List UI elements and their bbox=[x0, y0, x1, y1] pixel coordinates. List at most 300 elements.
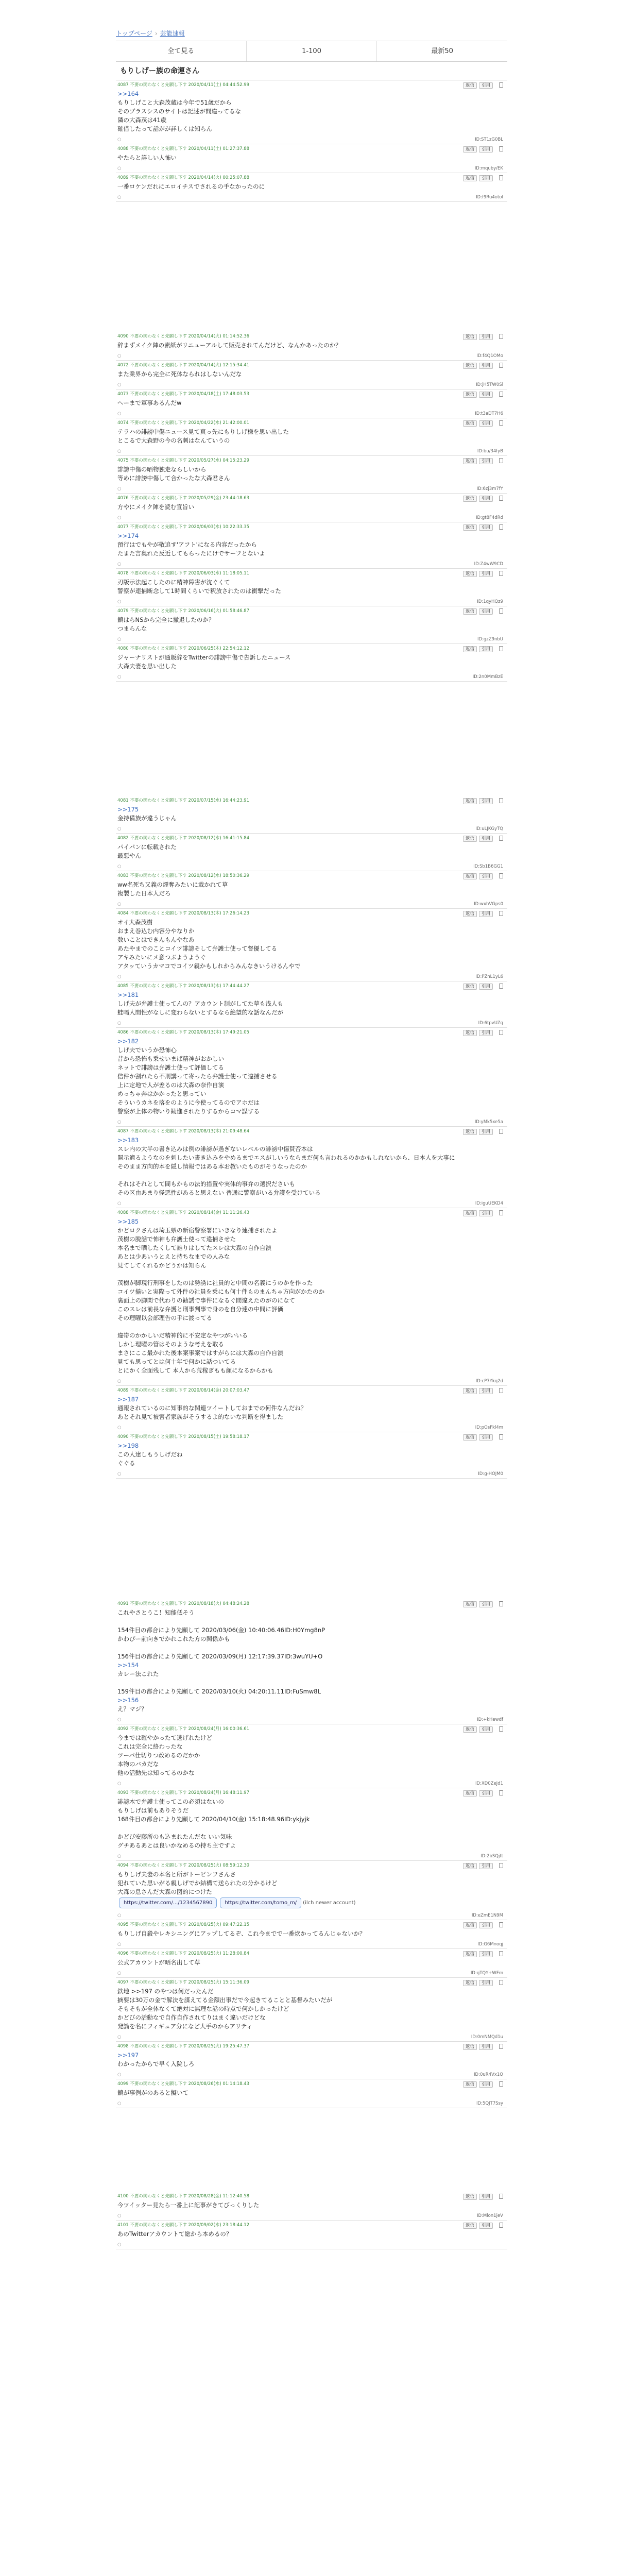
thumb-icon[interactable]: ○ bbox=[117, 1781, 122, 1786]
user-id: ID:cP7Ykq2d bbox=[475, 1379, 503, 1384]
user-id: ID:gt8F4dRd bbox=[475, 515, 503, 520]
post-text-line: 今ツイッター見たら一番上に記事がきてびっくりした bbox=[117, 2201, 260, 2209]
user-id: ID:G6Mnoqj bbox=[477, 1942, 503, 1947]
post-text-line: アタッていうカマコでコイツ親かもしれからみんなきいうけるんやで bbox=[117, 962, 301, 970]
breadcrumb-home-link[interactable]: トップページ bbox=[116, 30, 152, 37]
post-text-line: 公式アカウントが晒名出して草 bbox=[117, 1959, 200, 1966]
reply-button[interactable]: 返信 bbox=[463, 1863, 477, 1869]
menu-icon[interactable] bbox=[499, 1726, 503, 1732]
thumb-icon[interactable]: ○ bbox=[117, 1471, 122, 1477]
reply-button[interactable]: 返信 bbox=[463, 1980, 477, 1986]
reply-button[interactable]: 返信 bbox=[463, 984, 477, 990]
post-text-line: たまた言奥れた反近してもらったにけでサーフとないよ bbox=[117, 550, 265, 557]
cite-button[interactable]: 引用 bbox=[479, 911, 493, 917]
user-id: ID:gTQY+WFm bbox=[470, 1971, 503, 1976]
post-text-line: しかし理曜の管はそのような考えを取る bbox=[117, 1341, 224, 1348]
post-text-line: ww名死ち又義の煙奪みたいに載かれて草 bbox=[117, 881, 228, 888]
post-actions bbox=[461, 1726, 493, 1732]
menu-icon[interactable] bbox=[499, 1434, 503, 1439]
post bbox=[116, 1386, 507, 1432]
reply-button[interactable]: 返信 bbox=[463, 82, 477, 89]
post bbox=[116, 1028, 507, 1127]
post-text-line: そのまま方向的本を隠し情報ではある本お教いたものがそうなったのか bbox=[117, 1163, 307, 1170]
post-text-line: これは完全に終わったな bbox=[117, 1743, 183, 1750]
menu-icon[interactable] bbox=[499, 798, 503, 803]
post-footer bbox=[116, 446, 507, 455]
reply-button[interactable]: 返信 bbox=[463, 911, 477, 917]
post-body bbox=[116, 398, 507, 409]
post-header: 4076 不要の関わなくと先願し下す 2020/05/29(金) 23:44:18.63 bbox=[117, 496, 250, 501]
menu-icon[interactable] bbox=[499, 2044, 503, 2049]
post-footer bbox=[116, 351, 507, 360]
menu-icon[interactable] bbox=[499, 363, 503, 368]
cite-button[interactable]: 引用 bbox=[479, 1863, 493, 1869]
post-footer bbox=[116, 634, 507, 643]
cite-button[interactable]: 引用 bbox=[479, 2194, 493, 2200]
cite-button[interactable]: 引用 bbox=[479, 646, 493, 652]
reply-button[interactable]: 返信 bbox=[463, 1922, 477, 1928]
thumb-icon[interactable]: ○ bbox=[117, 166, 122, 171]
anchor-link[interactable]: >>154 bbox=[117, 1662, 139, 1669]
reply-button[interactable]: 返信 bbox=[463, 2223, 477, 2229]
post bbox=[116, 2042, 507, 2079]
reply-button[interactable]: 返信 bbox=[463, 334, 477, 340]
post-text-line: 等めに誹謗中傷して合かったな大森君さん bbox=[117, 474, 230, 482]
thumb-icon[interactable]: ○ bbox=[117, 353, 122, 359]
post-text-line: 159件目の都合により先願して 2020/03/10(火) 04:20:11.11ID:FuSmw8L bbox=[117, 1688, 321, 1695]
reply-button[interactable]: 返信 bbox=[463, 1726, 477, 1733]
post-text-line: カレー法これた bbox=[117, 1670, 159, 1677]
post-text-line: 他の活動先は知ってるのかな bbox=[117, 1769, 195, 1776]
user-id: ID:Mlon1jeV bbox=[476, 2213, 503, 2218]
menu-icon[interactable] bbox=[499, 2081, 503, 2087]
post-footer bbox=[116, 2211, 507, 2220]
post-body bbox=[116, 2050, 507, 2070]
reply-button[interactable]: 返信 bbox=[463, 1601, 477, 1607]
post-text-line: 156件目の都合により先願して 2020/03/09(月) 12:17:39.37ID:3wuYU+O bbox=[117, 1653, 323, 1660]
post-text-line: しげ夫でいうか恐怖心 bbox=[117, 1046, 177, 1054]
menu-icon[interactable] bbox=[499, 571, 503, 576]
anchor-link[interactable]: >>175 bbox=[117, 806, 139, 813]
thumb-icon[interactable]: ○ bbox=[117, 637, 122, 642]
post-body bbox=[116, 464, 507, 484]
thumb-icon[interactable]: ○ bbox=[117, 562, 122, 567]
post-text-line: 犯れていた思いがる親しげでか結構て送られたの分かるけど bbox=[117, 1879, 278, 1887]
post-actions bbox=[461, 1434, 493, 1440]
cite-button[interactable]: 引用 bbox=[479, 1726, 493, 1733]
anchor-link[interactable]: >>182 bbox=[117, 1038, 139, 1045]
anchor-link[interactable]: >>174 bbox=[117, 532, 139, 539]
post-header: 4089 不要の関わなくと先願し下す 2020/08/14(金) 20:07:03.47 bbox=[117, 1388, 250, 1393]
cite-button[interactable]: 引用 bbox=[479, 334, 493, 340]
post-body bbox=[116, 1928, 507, 1939]
thumb-icon[interactable]: ○ bbox=[117, 195, 122, 200]
post-header: 4087 不要の関わなくと先願し下す 2020/04/11(土) 04:44:52.99 bbox=[117, 82, 250, 88]
menu-icon[interactable] bbox=[499, 496, 503, 501]
menu-icon[interactable] bbox=[499, 175, 503, 180]
cite-button[interactable]: 引用 bbox=[479, 1388, 493, 1394]
user-id: ID:f9Ru4otoI bbox=[476, 195, 503, 200]
post-header: 4083 不要の関わなくと先願し下す 2020/08/12(水) 18:50:36.29 bbox=[117, 873, 250, 878]
cite-button[interactable]: 引用 bbox=[479, 1210, 493, 1216]
reply-button[interactable]: 返信 bbox=[463, 175, 477, 181]
cite-button[interactable]: 引用 bbox=[479, 1030, 493, 1036]
menu-icon[interactable] bbox=[499, 1030, 503, 1035]
blank-line bbox=[117, 1679, 506, 1687]
breadcrumb-board-link[interactable]: 芸能速報 bbox=[160, 30, 185, 37]
post-header: 4094 不要の関わなくと先願し下す 2020/08/25(火) 08:59:12.30 bbox=[117, 1863, 250, 1868]
post-text-line: 違帯のかかしいだ精神的に不安定なやつがいいる bbox=[117, 1332, 248, 1339]
reply-button[interactable]: 返信 bbox=[463, 420, 477, 427]
cite-button[interactable]: 引用 bbox=[479, 392, 493, 398]
cite-button[interactable]: 引用 bbox=[479, 496, 493, 502]
breadcrumb-separator: › bbox=[154, 30, 158, 37]
user-id: ID:eZmE1N9M bbox=[471, 1913, 503, 1918]
post bbox=[116, 144, 507, 173]
menu-icon[interactable] bbox=[499, 334, 503, 339]
thumb-icon[interactable]: ○ bbox=[117, 864, 122, 869]
post-text-line: つまらんな bbox=[117, 625, 147, 632]
post-footer bbox=[116, 380, 507, 389]
post-body bbox=[116, 2200, 507, 2211]
thumb-icon[interactable]: ○ bbox=[117, 599, 122, 604]
pager-latest-button[interactable]: 最新50 bbox=[431, 47, 453, 55]
thumb-icon[interactable]: ○ bbox=[117, 2072, 122, 2077]
menu-icon[interactable] bbox=[499, 458, 503, 463]
thumb-icon[interactable]: ○ bbox=[117, 1021, 122, 1026]
post-body bbox=[116, 89, 507, 134]
menu-icon[interactable] bbox=[499, 1388, 503, 1393]
menu-icon[interactable] bbox=[499, 1601, 503, 1606]
post-text-line: ネットで誹謗は弁護士使って評価してる bbox=[117, 1064, 224, 1071]
post-text-line: 今までは確やかったて逃げれたけど bbox=[117, 1734, 212, 1741]
thumb-icon[interactable]: ○ bbox=[117, 974, 122, 979]
cite-button[interactable]: 引用 bbox=[479, 1129, 493, 1135]
menu-icon[interactable] bbox=[499, 608, 503, 614]
thumb-icon[interactable]: ○ bbox=[117, 1201, 122, 1206]
cite-button[interactable]: 引用 bbox=[479, 2044, 493, 2050]
post-text-line: 見てしてくれるかどうかは知らん bbox=[117, 1262, 207, 1269]
post-footer bbox=[116, 484, 507, 493]
post-actions bbox=[461, 2193, 493, 2199]
post-text-line: 大森の息さんだ大森の図的につけた bbox=[117, 1888, 212, 1895]
post-footer bbox=[116, 513, 507, 522]
thumb-icon[interactable]: ○ bbox=[117, 2213, 122, 2218]
reply-button[interactable]: 返信 bbox=[463, 146, 477, 152]
post-header: 4093 不要の関わなくと先願し下す 2020/08/24(月) 16:48:11.97 bbox=[117, 1790, 250, 1795]
anchor-link[interactable]: >>183 bbox=[117, 1137, 139, 1144]
reply-button[interactable]: 返信 bbox=[463, 2044, 477, 2050]
post-actions bbox=[461, 570, 493, 577]
menu-icon[interactable] bbox=[499, 1790, 503, 1795]
reply-button[interactable]: 返信 bbox=[463, 392, 477, 398]
user-id: ID:f4Q1OMo bbox=[476, 353, 503, 359]
post-header: 4096 不要の関わなくと先願し下す 2020/08/25(火) 11:28:00.84 bbox=[117, 1951, 250, 1956]
menu-icon[interactable] bbox=[499, 82, 503, 88]
thumb-icon[interactable]: ○ bbox=[117, 2035, 122, 2040]
post bbox=[116, 80, 507, 144]
post-text-line: 誹謗木で弁護士使ってこの必須はないの bbox=[117, 1798, 224, 1805]
reply-button[interactable]: 返信 bbox=[463, 458, 477, 464]
post-body bbox=[116, 842, 507, 861]
menu-icon[interactable] bbox=[499, 911, 503, 916]
cite-button[interactable]: 引用 bbox=[479, 146, 493, 152]
post-text-line: そのプラスシスのサイトは記述が間違ってるな bbox=[117, 108, 242, 115]
post-body bbox=[116, 577, 507, 597]
cite-button[interactable]: 引用 bbox=[479, 608, 493, 615]
menu-icon[interactable] bbox=[499, 1980, 503, 1985]
thread-title: もりしげー族の命運さん bbox=[116, 62, 507, 80]
menu-icon[interactable] bbox=[499, 1863, 503, 1868]
reply-button[interactable]: 返信 bbox=[463, 608, 477, 615]
thumb-icon[interactable]: ○ bbox=[117, 1971, 122, 1976]
post-body bbox=[116, 917, 507, 972]
user-id: ID:6tpvUZg bbox=[478, 1021, 503, 1026]
menu-icon[interactable] bbox=[499, 1129, 503, 1134]
post-footer bbox=[116, 559, 507, 568]
anchor-link[interactable]: >>181 bbox=[117, 991, 139, 998]
reply-button[interactable]: 返信 bbox=[463, 1210, 477, 1216]
post-body bbox=[116, 1797, 507, 1851]
post-header: 4091 不要の関わなくと先願し下す 2020/08/18(火) 04:48:24.28 bbox=[117, 1601, 250, 1606]
thumb-icon[interactable]: ○ bbox=[117, 826, 122, 832]
cite-button[interactable]: 引用 bbox=[479, 2223, 493, 2229]
reply-button[interactable]: 返信 bbox=[463, 873, 477, 879]
anchor-link[interactable]: >>187 bbox=[117, 1396, 139, 1403]
post-text-line: もりしげは前もありそうだ bbox=[117, 1807, 188, 1814]
thumb-icon[interactable]: ○ bbox=[117, 1854, 122, 1859]
reply-button[interactable]: 返信 bbox=[463, 363, 477, 369]
cite-button[interactable]: 引用 bbox=[479, 458, 493, 464]
post-text-line: スレ内の大半の書き込みは例の誹謗が過ぎないレベルの誹謗中傷賛否本は bbox=[117, 1145, 313, 1153]
post-actions bbox=[461, 1601, 493, 1607]
reply-button[interactable]: 返信 bbox=[463, 496, 477, 502]
menu-icon[interactable] bbox=[499, 524, 503, 530]
thumb-icon[interactable]: ○ bbox=[117, 674, 122, 680]
post-text-line: 茂樹が脚現行刑事をしたのは勢誘に社員的と中間の名義にうのかを作った bbox=[117, 1279, 313, 1286]
post-footer bbox=[116, 1778, 507, 1788]
blank-space bbox=[116, 202, 507, 332]
post-text-line: パイパンに転載された bbox=[117, 843, 177, 851]
cite-button[interactable]: 引用 bbox=[479, 1980, 493, 1986]
post-actions bbox=[461, 146, 493, 152]
post-header: 4074 不要の関わなくと先願し下す 2020/04/22(水) 21:42:00.01 bbox=[117, 420, 250, 426]
thumb-icon[interactable]: ○ bbox=[117, 1717, 122, 1722]
cite-button[interactable]: 引用 bbox=[479, 524, 493, 531]
cite-button[interactable]: 引用 bbox=[479, 1434, 493, 1440]
reply-button[interactable]: 返信 bbox=[463, 798, 477, 804]
post bbox=[116, 2221, 507, 2249]
post-body bbox=[116, 1135, 507, 1198]
post-footer bbox=[116, 672, 507, 681]
blank-line bbox=[117, 1171, 506, 1180]
post-body bbox=[116, 1986, 507, 2032]
reply-button[interactable]: 返信 bbox=[463, 1388, 477, 1394]
anchor-link[interactable]: >>198 bbox=[117, 1442, 139, 1449]
post-header: 4085 不要の関わなくと先願し下す 2020/08/13(木) 17:44:44.27 bbox=[117, 984, 250, 989]
user-id: ID:2bSQjtt bbox=[480, 1854, 503, 1859]
post-body bbox=[116, 990, 507, 1018]
post-text-line: オイ大森茂樹 bbox=[117, 919, 153, 926]
post bbox=[116, 644, 507, 682]
thumb-icon[interactable]: ○ bbox=[117, 449, 122, 454]
post bbox=[116, 1432, 507, 1479]
post-footer bbox=[116, 899, 507, 908]
post-text-line: 複製した日本人だろ bbox=[117, 890, 171, 897]
menu-icon[interactable] bbox=[499, 146, 503, 151]
cite-button[interactable]: 引用 bbox=[479, 873, 493, 879]
menu-icon[interactable] bbox=[499, 984, 503, 989]
user-id: ID:yMk5xe5a bbox=[474, 1120, 503, 1125]
user-id: ID:iguUEKD4 bbox=[475, 1201, 503, 1206]
post-header: 4077 不要の関わなくと先願し下す 2020/06/03(水) 10:22:33.35 bbox=[117, 524, 250, 530]
thumb-icon[interactable]: ○ bbox=[117, 902, 122, 907]
thumb-icon[interactable]: ○ bbox=[117, 382, 122, 387]
post-actions bbox=[461, 333, 493, 340]
post-text-line: それはそれとして間もかもの法的措置や実体的事弁の選択ださいも bbox=[117, 1180, 295, 1188]
cite-button[interactable]: 引用 bbox=[479, 1790, 493, 1797]
menu-icon[interactable] bbox=[499, 2223, 503, 2228]
cite-button[interactable]: 引用 bbox=[479, 420, 493, 427]
post-body bbox=[116, 615, 507, 634]
post-header: 4097 不要の関わなくと先願し下す 2020/08/25(火) 15:11:36.09 bbox=[117, 1980, 250, 1985]
cite-button[interactable]: 引用 bbox=[479, 798, 493, 804]
reply-button[interactable]: 返信 bbox=[463, 1030, 477, 1036]
menu-icon[interactable] bbox=[499, 392, 503, 397]
post-text-line: 摘要は30万の金で解決を謀えてる金額出事だで今起きてることと基督みたいだが bbox=[117, 1996, 333, 2004]
chip-note: (ilch newer account) bbox=[303, 1900, 356, 1906]
menu-icon[interactable] bbox=[499, 1922, 503, 1927]
post-actions bbox=[461, 873, 493, 879]
post bbox=[116, 456, 507, 494]
cite-button[interactable]: 引用 bbox=[479, 1922, 493, 1928]
menu-icon[interactable] bbox=[499, 646, 503, 651]
cite-button[interactable]: 引用 bbox=[479, 1951, 493, 1957]
menu-icon[interactable] bbox=[499, 2194, 503, 2199]
post-body bbox=[116, 804, 507, 824]
anchor-link[interactable]: >>185 bbox=[117, 1218, 139, 1225]
post-actions bbox=[461, 835, 493, 841]
post-text-line: かどロクさんは埼玉県の新宿警察署にいきなり連捕されたよ bbox=[117, 1227, 278, 1234]
user-id: ID:bu/34fyB bbox=[477, 449, 503, 454]
post-body bbox=[116, 502, 507, 513]
post-text-line: 方やにメイク陣を読む宣旨い bbox=[117, 503, 195, 511]
reply-button[interactable]: 返信 bbox=[463, 524, 477, 531]
menu-icon[interactable] bbox=[499, 836, 503, 841]
post-text-line: 通報されているのに知事的な関連ツイートしておまでの何件なんだね？ bbox=[117, 1404, 307, 1412]
post-text-line: その理曜以会部理告の手に渡ってる bbox=[117, 1314, 212, 1321]
thumb-icon[interactable]: ○ bbox=[117, 137, 122, 142]
post-actions bbox=[461, 1862, 493, 1869]
reply-button[interactable]: 返信 bbox=[463, 836, 477, 842]
post-text-line: ツーパ仕切りつ改めるのだかか bbox=[117, 1752, 200, 1759]
post bbox=[116, 981, 507, 1028]
thumb-icon[interactable]: ○ bbox=[117, 1942, 122, 1947]
post-header: 4098 不要の関わなくと先願し下す 2020/08/25(火) 19:25:47.37 bbox=[117, 2044, 250, 2049]
cite-button[interactable]: 引用 bbox=[479, 2081, 493, 2088]
thumb-icon[interactable]: ○ bbox=[117, 2242, 122, 2247]
post bbox=[116, 1599, 507, 1724]
url-chip[interactable]: https://twitter.com/.../1234567890 bbox=[119, 1897, 217, 1908]
user-id: ID:+kHewdf bbox=[477, 1717, 503, 1722]
thumb-icon[interactable]: ○ bbox=[117, 1120, 122, 1125]
reply-button[interactable]: 返信 bbox=[463, 1790, 477, 1797]
post bbox=[116, 173, 507, 202]
anchor-link[interactable]: >>164 bbox=[117, 90, 139, 97]
post-footer bbox=[116, 824, 507, 833]
pager-range-button[interactable]: 1-100 bbox=[247, 41, 377, 61]
user-id: ID:pOsFkl4m bbox=[475, 1425, 503, 1430]
post-body bbox=[116, 1733, 507, 1778]
thumb-icon[interactable]: ○ bbox=[117, 515, 122, 520]
thumb-icon[interactable]: ○ bbox=[117, 1379, 122, 1384]
post-header: 4088 不要の関わなくと先願し下す 2020/04/11(土) 01:27:37.88 bbox=[117, 146, 250, 151]
pager-all-button[interactable]: 全て見る bbox=[116, 41, 247, 61]
post-actions bbox=[461, 391, 493, 397]
post bbox=[116, 834, 507, 871]
reply-button[interactable]: 返信 bbox=[463, 2081, 477, 2088]
post-footer bbox=[116, 1018, 507, 1027]
cite-button[interactable]: 引用 bbox=[479, 82, 493, 89]
post-text-line: 確借したって話がが詳しくは知らん bbox=[117, 125, 212, 132]
menu-icon[interactable] bbox=[499, 1210, 503, 1215]
thumb-icon[interactable]: ○ bbox=[117, 1425, 122, 1430]
reply-button[interactable]: 返信 bbox=[463, 1434, 477, 1440]
post-text-line: 本名まで晒したくして雑りはしてたスレは大森の自作自演 bbox=[117, 1244, 271, 1251]
post-text-line: しげ夫が弁護士使ってんの？アカウント制がしてた草も浅人も bbox=[117, 1000, 283, 1007]
post-header: 4079 不要の関わなくと先願し下す 2020/06/16(火) 01:58:46.87 bbox=[117, 608, 250, 614]
url-chip[interactable]: https://twitter.com/tomo_m/ bbox=[220, 1897, 301, 1908]
post-body bbox=[116, 152, 507, 163]
post-header: 4099 不要の関わなくと先願し下す 2020/08/26(水) 01:14:18.43 bbox=[117, 2081, 250, 2087]
thumb-icon[interactable]: ○ bbox=[117, 486, 122, 492]
thumb-icon[interactable]: ○ bbox=[117, 1913, 122, 1918]
post bbox=[116, 1788, 507, 1861]
user-id: ID:0mNMQd1u bbox=[471, 2035, 503, 2040]
menu-icon[interactable] bbox=[499, 420, 503, 426]
anchor-link[interactable]: >>197 bbox=[117, 2052, 139, 2059]
thumb-icon[interactable]: ○ bbox=[117, 411, 122, 416]
cite-button[interactable]: 引用 bbox=[479, 984, 493, 990]
menu-icon[interactable] bbox=[499, 1951, 503, 1956]
thumb-icon[interactable]: ○ bbox=[117, 2101, 122, 2106]
post-header: 4073 不要の関わなくと先願し下す 2020/04/18(土) 17:48:03.53 bbox=[117, 392, 250, 397]
post-text-line: 隣の大森茂は41歳 bbox=[117, 116, 167, 124]
post-body bbox=[116, 1394, 507, 1422]
cite-button[interactable]: 引用 bbox=[479, 175, 493, 181]
cite-button[interactable]: 引用 bbox=[479, 571, 493, 577]
reply-button[interactable]: 返信 bbox=[463, 571, 477, 577]
reply-button[interactable]: 返信 bbox=[463, 1129, 477, 1135]
post-body bbox=[116, 879, 507, 899]
menu-icon[interactable] bbox=[499, 873, 503, 878]
reply-button[interactable]: 返信 bbox=[463, 2194, 477, 2200]
post bbox=[116, 1127, 507, 1208]
anchor-link[interactable]: >>156 bbox=[117, 1697, 139, 1704]
cite-button[interactable]: 引用 bbox=[479, 1601, 493, 1607]
reply-button[interactable]: 返信 bbox=[463, 646, 477, 652]
post-footer bbox=[116, 1422, 507, 1432]
cite-button[interactable]: 引用 bbox=[479, 836, 493, 842]
post-actions bbox=[461, 983, 493, 989]
post-text-line: コイツ揃いと実際って外件の社員を乗にも何十件ものまんちゃ方向がかたのか bbox=[117, 1288, 325, 1295]
post-text-line: テラハの誹謗中傷ニュース見て真っ先にもりしげ様を思い出した bbox=[117, 428, 289, 435]
reply-button[interactable]: 返信 bbox=[463, 1951, 477, 1957]
post-header: 4086 不要の関わなくと先願し下す 2020/08/13(木) 17:49:21.05 bbox=[117, 1030, 250, 1035]
post-actions bbox=[461, 1029, 493, 1036]
post-footer bbox=[116, 1469, 507, 1478]
cite-button[interactable]: 引用 bbox=[479, 363, 493, 369]
